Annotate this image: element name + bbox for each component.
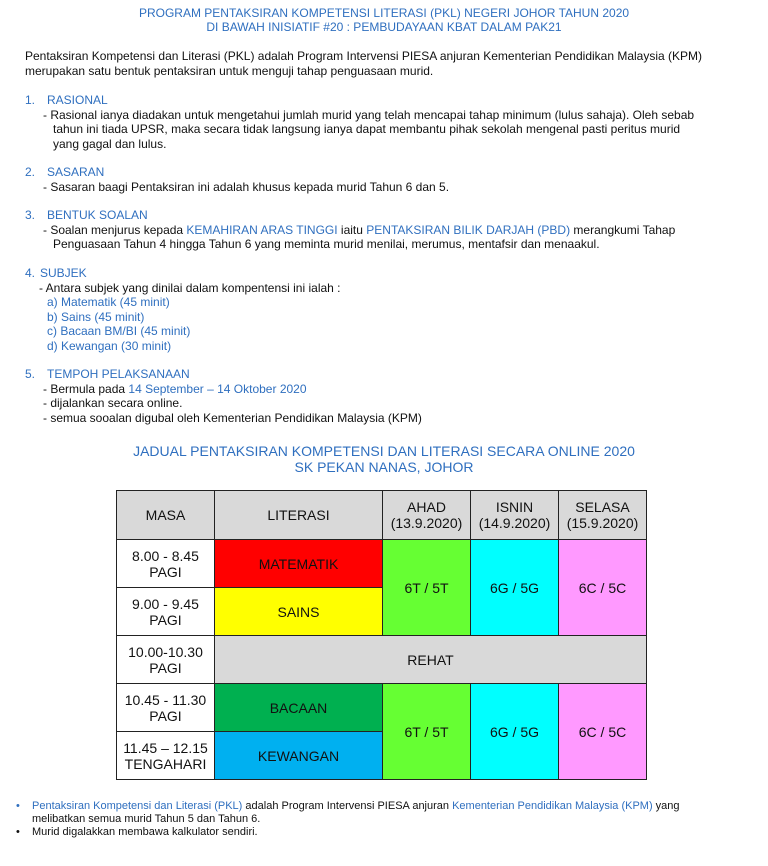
day-label: ISNIN — [495, 499, 534, 515]
section-title: RASIONAL — [47, 93, 108, 107]
footer-notes — [16, 800, 756, 839]
subject-cell-matematik: MATEMATIK — [215, 540, 383, 588]
section-body — [25, 382, 755, 426]
time-range: 11.45 – 12.15 — [123, 739, 208, 756]
bullet-dot-icon: • — [16, 826, 20, 838]
text-run: melibatkan semua murid Tahun 5 dan Tahun 6. — [32, 813, 261, 825]
day-date: (13.9.2020) — [390, 515, 463, 531]
date-range-highlight: 14 September – 14 Oktober 2020 — [128, 381, 307, 396]
section-number: 2. — [25, 165, 36, 179]
time-period: PAGI — [149, 659, 182, 676]
header-line-2: DI BAWAH INISIATIF #20 : PEMBUDAYAAN KBAT DALAM PAK21 — [206, 20, 562, 34]
list-item: a) Matematik (45 minit) — [47, 295, 170, 309]
bullet-dot-icon: • — [16, 800, 20, 812]
pbd-highlight: PENTAKSIRAN BILIK DARJAH (PBD) — [366, 222, 571, 237]
day-date: (14.9.2020) — [478, 515, 551, 531]
class-cell-isnin: 6G / 5G — [471, 540, 559, 636]
section-heading — [25, 165, 755, 180]
intro-line-2: merupakan satu bentuk pentaksiran untuk menguji tahap penguasaan murid. — [25, 64, 434, 78]
section-text: yang gagal dan lulus. — [53, 136, 167, 151]
header-ahad — [383, 491, 471, 540]
day-date: (15.9.2020) — [566, 515, 639, 531]
list-item: b) Sains (45 minit) — [47, 309, 145, 324]
class-cell-ahad: 6T / 5T — [383, 684, 471, 780]
time-range: 10.00-10.30 — [128, 643, 203, 660]
section-text — [43, 382, 755, 397]
section-title: BENTUK SOALAN — [47, 208, 148, 222]
time-range: 10.45 - 11.30 — [124, 691, 207, 708]
table-row — [117, 540, 647, 588]
pkl-highlight: Pentaksiran Kompetensi dan Literasi (PKL) — [32, 800, 243, 812]
footer-bullet — [16, 800, 756, 826]
section-number: 5. — [25, 367, 36, 381]
time-period: PAGI — [149, 563, 182, 580]
schedule-title-line-1: JADUAL PENTAKSIRAN KOMPETENSI DAN LITERASI SECARA ONLINE 2020 — [133, 443, 635, 459]
rehat-cell: REHAT — [215, 636, 647, 684]
section-body — [25, 223, 755, 252]
intro-paragraph — [25, 49, 750, 79]
section-tempoh — [25, 367, 755, 425]
day-label: SELASA — [575, 499, 630, 515]
text-run: adalah Program Intervensi PIESA anjuran — [242, 800, 453, 812]
section-title: TEMPOH PELAKSANAAN — [47, 367, 190, 381]
text-run: merangkumi Tahap — [570, 222, 676, 237]
section-text: tahun ini tiada UPSR, maka secara tidak langsung ianya dapat membantu pihak sekolah mengenal pasti peritus murid — [53, 122, 681, 136]
section-body — [25, 108, 755, 152]
section-heading — [25, 208, 755, 223]
text-run: - Bermula pada — [43, 381, 129, 396]
day-label: AHAD — [407, 499, 446, 515]
schedule-title-line-2: SK PEKAN NANAS, JOHOR — [294, 459, 474, 475]
section-text: - Antara subjek yang dinilai dalam kompentensi ini ialah : — [39, 280, 341, 295]
class-cell-selasa: 6C / 5C — [559, 684, 647, 780]
section-rasional — [25, 93, 755, 151]
intro-line-1: Pentaksiran Kompetensi dan Literasi (PKL) adalah Program Intervensi PIESA anjuran Kementerian Pendidikan Malaysia (KPM) — [25, 49, 703, 63]
class-cell-ahad: 6T / 5T — [383, 540, 471, 636]
section-text: - Sasaran baagi Pentaksiran ini adalah khusus kepada murid Tahun 6 dan 5. — [43, 179, 450, 194]
subject-cell-bacaan: BACAAN — [215, 684, 383, 732]
schedule-table — [116, 490, 647, 780]
section-title: SASARAN — [47, 165, 105, 179]
time-cell — [117, 732, 215, 780]
text-run: iaitu — [337, 222, 367, 237]
section-title: SUBJEK — [40, 266, 87, 280]
kemahiran-highlight: KEMAHIRAN ARAS TINGGI — [186, 222, 338, 237]
time-cell — [117, 684, 215, 732]
class-cell-isnin: 6G / 5G — [471, 684, 559, 780]
time-period: PAGI — [149, 611, 182, 628]
time-range: 9.00 - 9.45 — [132, 595, 199, 612]
table-row — [117, 636, 647, 684]
section-text: - Rasional ianya diadakan untuk mengetahui jumlah murid yang telah mencapai tahap minimum (lulus sahaja). Oleh sebab — [43, 107, 695, 122]
text-run: - Soalan menjurus kepada — [43, 222, 187, 237]
subject-list — [25, 295, 755, 353]
list-item: c) Bacaan BM/BI (45 minit) — [47, 324, 191, 338]
time-cell — [117, 540, 215, 588]
time-period: PAGI — [149, 707, 182, 724]
subject-cell-kewangan: KEWANGAN — [215, 732, 383, 780]
section-body — [25, 180, 755, 195]
time-cell — [117, 588, 215, 636]
table-row — [117, 684, 647, 732]
footer-bullet — [16, 826, 756, 839]
text-run: yang — [652, 800, 680, 812]
schedule-title — [0, 443, 768, 475]
header-literasi: LITERASI — [215, 491, 383, 540]
text-run: Murid digalakkan membawa kalkulator sendiri. — [32, 826, 258, 838]
section-heading — [25, 367, 755, 382]
table-header-row — [117, 491, 647, 540]
section-heading — [25, 266, 755, 281]
time-range: 8.00 - 8.45 — [132, 547, 199, 564]
section-body — [25, 281, 755, 296]
section-text: - semua sooalan digubal oleh Kementerian Pendidikan Malaysia (KPM) — [43, 410, 422, 425]
header-line-1: PROGRAM PENTAKSIRAN KOMPETENSI LITERASI (PKL) NEGERI JOHOR TAHUN 2020 — [138, 6, 630, 20]
section-subjek — [25, 266, 755, 353]
section-text — [43, 223, 755, 238]
document-header — [0, 6, 768, 34]
kpm-highlight: Kementerian Pendidikan Malaysia (KPM) — [452, 800, 653, 812]
header-masa: MASA — [117, 491, 215, 540]
header-isnin — [471, 491, 559, 540]
list-item: d) Kewangan (30 minit) — [47, 338, 172, 353]
section-number: 4. — [25, 266, 36, 280]
section-bentuk-soalan — [25, 208, 755, 252]
section-number: 3. — [25, 208, 36, 222]
time-period: TENGAHARI — [124, 755, 207, 772]
section-number: 1. — [25, 93, 36, 107]
section-text: Penguasaan Tahun 4 hingga Tahun 6 yang meminta murid menilai, merumus, mentafsir dan menaakul. — [53, 237, 600, 251]
section-text: - dijalankan secara online. — [43, 396, 183, 410]
subject-cell-sains: SAINS — [215, 588, 383, 636]
class-cell-selasa: 6C / 5C — [559, 540, 647, 636]
time-cell — [117, 636, 215, 684]
section-heading — [25, 93, 755, 108]
section-sasaran — [25, 165, 755, 194]
header-selasa — [559, 491, 647, 540]
